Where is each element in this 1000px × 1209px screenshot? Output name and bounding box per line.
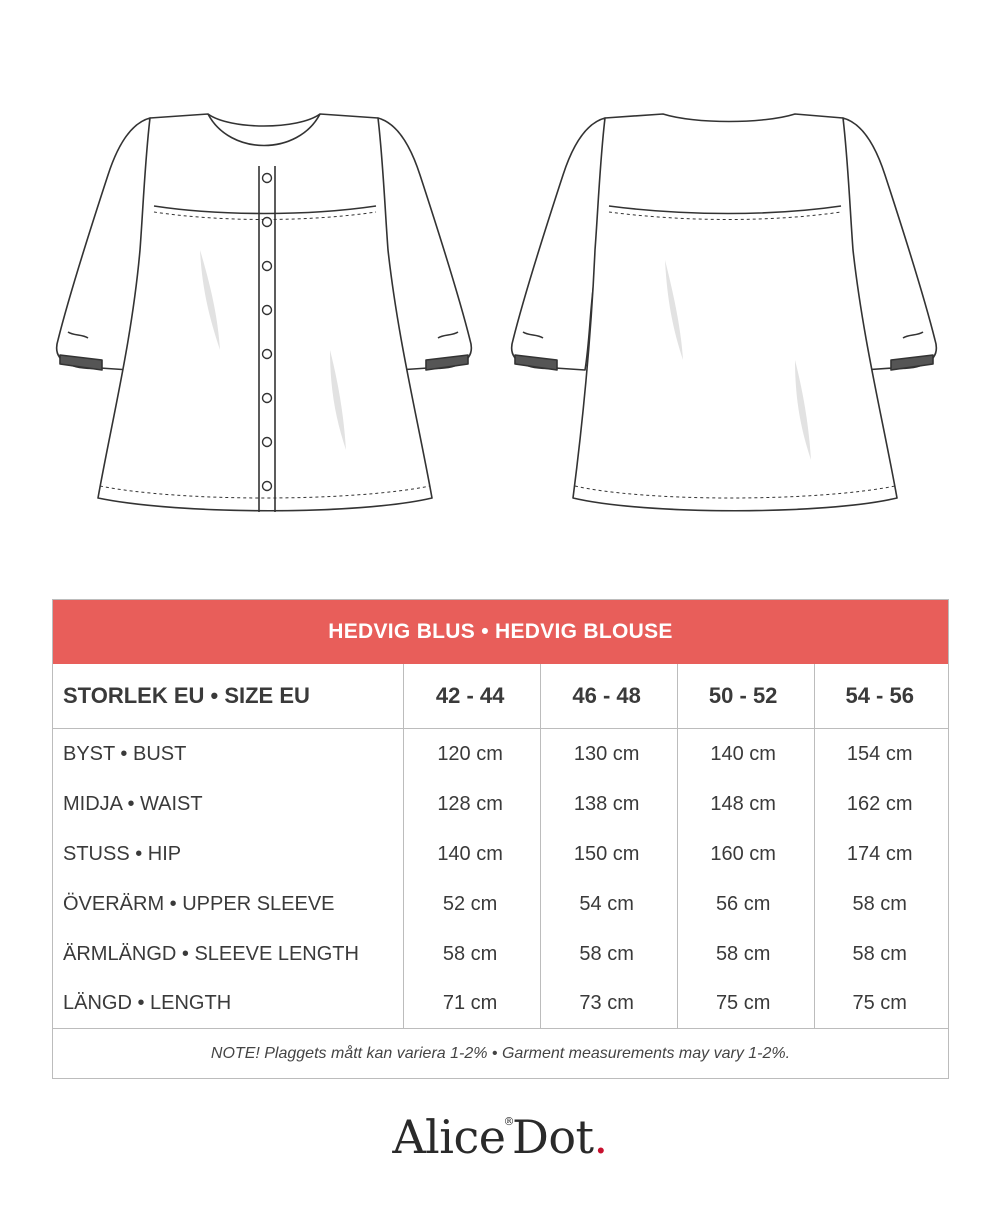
row-value: 58 cm xyxy=(715,942,771,965)
logo-text-alice: Alice xyxy=(392,1110,506,1164)
alicedot-logo xyxy=(0,1110,1000,1164)
row-value: 52 cm xyxy=(442,892,498,915)
table-title: HEDVIG BLUS • HEDVIG BLOUSE xyxy=(53,600,948,664)
size-chart-table xyxy=(52,599,949,1079)
size-col-4: 54 - 56 xyxy=(845,683,914,708)
row-value: 75 cm xyxy=(852,991,907,1014)
column-divider xyxy=(540,664,541,1028)
row-value: 56 cm xyxy=(715,892,771,915)
row-label: LÄNGD • LENGTH xyxy=(63,991,232,1014)
row-label: BYST • BUST xyxy=(63,742,187,765)
blouse-front-sketch xyxy=(40,100,500,530)
registered-mark: ® xyxy=(503,1115,514,1128)
column-divider xyxy=(677,664,678,1028)
size-col-1: 42 - 44 xyxy=(435,683,505,708)
row-value: 58 cm xyxy=(442,942,498,965)
column-divider xyxy=(814,664,815,1028)
logo-red-dot: . xyxy=(593,1110,608,1164)
size-col-2: 46 - 48 xyxy=(572,683,641,708)
garment-sketches xyxy=(0,100,1000,530)
row-label: ÖVERÄRM • UPPER SLEEVE xyxy=(63,892,335,915)
row-label: MIDJA • WAIST xyxy=(63,792,203,815)
row-value: 140 cm xyxy=(710,742,776,765)
row-value: 54 cm xyxy=(579,892,634,915)
row-value: 75 cm xyxy=(715,991,771,1014)
measurement-note: NOTE! Plaggets mått kan variera 1-2% • Garment measurements may vary 1-2%. xyxy=(53,1028,948,1079)
row-value: 58 cm xyxy=(852,942,907,965)
row-label: STUSS • HIP xyxy=(63,842,182,865)
logo-text-dot: Dot xyxy=(511,1110,594,1164)
column-divider xyxy=(403,664,404,1028)
row-value: 140 cm xyxy=(437,842,503,865)
size-col-3: 50 - 52 xyxy=(708,683,778,708)
row-value: 148 cm xyxy=(710,792,776,815)
row-value: 138 cm xyxy=(573,792,640,815)
row-value: 160 cm xyxy=(710,842,776,865)
blouse-back-sketch xyxy=(505,100,965,530)
row-value: 154 cm xyxy=(846,742,913,765)
row-value: 73 cm xyxy=(579,991,634,1014)
row-value: 174 cm xyxy=(846,842,913,865)
row-value: 58 cm xyxy=(579,942,634,965)
row-value: 120 cm xyxy=(437,742,503,765)
row-value: 130 cm xyxy=(573,742,640,765)
row-value: 71 cm xyxy=(442,991,498,1014)
row-value: 128 cm xyxy=(437,792,503,815)
size-header-label: STORLEK EU • SIZE EU xyxy=(63,683,310,708)
row-value: 162 cm xyxy=(846,792,913,815)
row-value: 150 cm xyxy=(573,842,640,865)
row-value: 58 cm xyxy=(852,892,907,915)
row-label: ÄRMLÄNGD • SLEEVE LENGTH xyxy=(63,942,359,965)
